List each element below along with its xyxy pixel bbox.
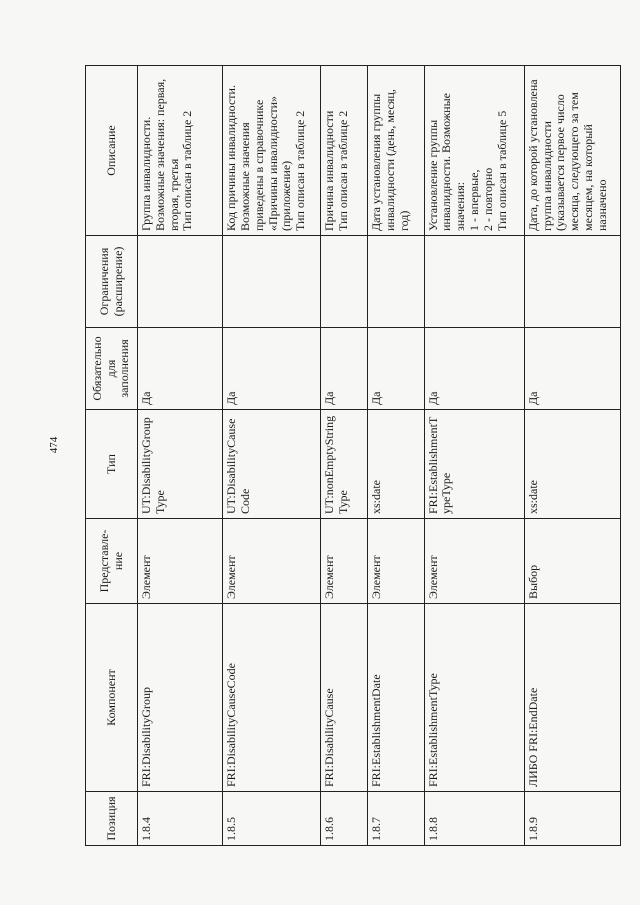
table-row	[368, 66, 424, 846]
cell-type: xs:date	[368, 410, 424, 519]
cell-position: 1.8.9	[524, 792, 620, 846]
cell-type: UT:DisabilityCauseCode	[223, 410, 321, 519]
cell-mandatory: Да	[223, 328, 321, 410]
cell-description: Дата, до которой установлена группа инвалидности (указывается первое число месяца, следующего за тем месяцем, на который назначено	[524, 66, 620, 236]
cell-type: UT:nonEmptyStringType	[321, 410, 368, 519]
table-row	[524, 66, 620, 846]
header-position: Позиция	[86, 792, 138, 846]
cell-mandatory: Да	[524, 328, 620, 410]
cell-type: UT:DisabilityGroupType	[138, 410, 223, 519]
cell-position: 1.8.7	[368, 792, 424, 846]
cell-constraints	[524, 236, 620, 328]
header-description: Описание	[86, 66, 138, 236]
cell-position: 1.8.4	[138, 792, 223, 846]
table-row	[223, 66, 321, 846]
table-row	[138, 66, 223, 846]
cell-component: ЛИБО FRI:EndDate	[524, 604, 620, 792]
page-number: 474	[48, 436, 60, 454]
cell-constraints	[321, 236, 368, 328]
cell-representation: Выбор	[524, 519, 620, 604]
cell-representation: Элемент	[138, 519, 223, 604]
cell-position: 1.8.5	[223, 792, 321, 846]
cell-mandatory: Да	[424, 328, 524, 410]
cell-constraints	[424, 236, 524, 328]
cell-mandatory: Да	[368, 328, 424, 410]
cell-description: Группа инвалидности. Возможные значения: первая, вторая, третья Тип описан в таблице 2	[138, 66, 223, 236]
header-mandatory: Обязательно для заполнения	[86, 328, 138, 410]
cell-position: 1.8.8	[424, 792, 524, 846]
cell-description: Код причины инвалидности. Возможные значения приведены в справочнике «Причины инвалидности» (приложение) Тип описан в таблице 2	[223, 66, 321, 236]
header-type: Тип	[86, 410, 138, 519]
cell-component: FRI:EstablishmentType	[424, 604, 524, 792]
cell-description: Установление группы инвалидности. Возможные значения: 1 - впервые, 2 - повторно Тип описан в таблице 5	[424, 66, 524, 236]
cell-component: FRI:DisabilityGroup	[138, 604, 223, 792]
cell-type: xs:date	[524, 410, 620, 519]
header-representation: Представле-ние	[86, 519, 138, 604]
cell-description: Причина инвалидности Тип описан в таблице 2	[321, 66, 368, 236]
cell-component: FRI:DisabilityCauseCode	[223, 604, 321, 792]
cell-mandatory: Да	[321, 328, 368, 410]
table-header-row	[86, 66, 138, 846]
cell-constraints	[138, 236, 223, 328]
cell-representation: Элемент	[368, 519, 424, 604]
cell-constraints	[368, 236, 424, 328]
cell-description: Дата установления группы инвалидности (день, месяц, год)	[368, 66, 424, 236]
cell-type: FRI:EstablishmentTypeType	[424, 410, 524, 519]
cell-representation: Элемент	[321, 519, 368, 604]
cell-representation: Элемент	[223, 519, 321, 604]
cell-constraints	[223, 236, 321, 328]
specification-table	[85, 65, 621, 846]
table-row	[321, 66, 368, 846]
table-container	[85, 66, 621, 846]
header-constraints: Ограничения (расширение)	[86, 236, 138, 328]
cell-component: FRI:EstablishmentDate	[368, 604, 424, 792]
table-row	[424, 66, 524, 846]
cell-representation: Элемент	[424, 519, 524, 604]
cell-mandatory: Да	[138, 328, 223, 410]
cell-position: 1.8.6	[321, 792, 368, 846]
cell-component: FRI:DisabilityCause	[321, 604, 368, 792]
header-component: Компонент	[86, 604, 138, 792]
